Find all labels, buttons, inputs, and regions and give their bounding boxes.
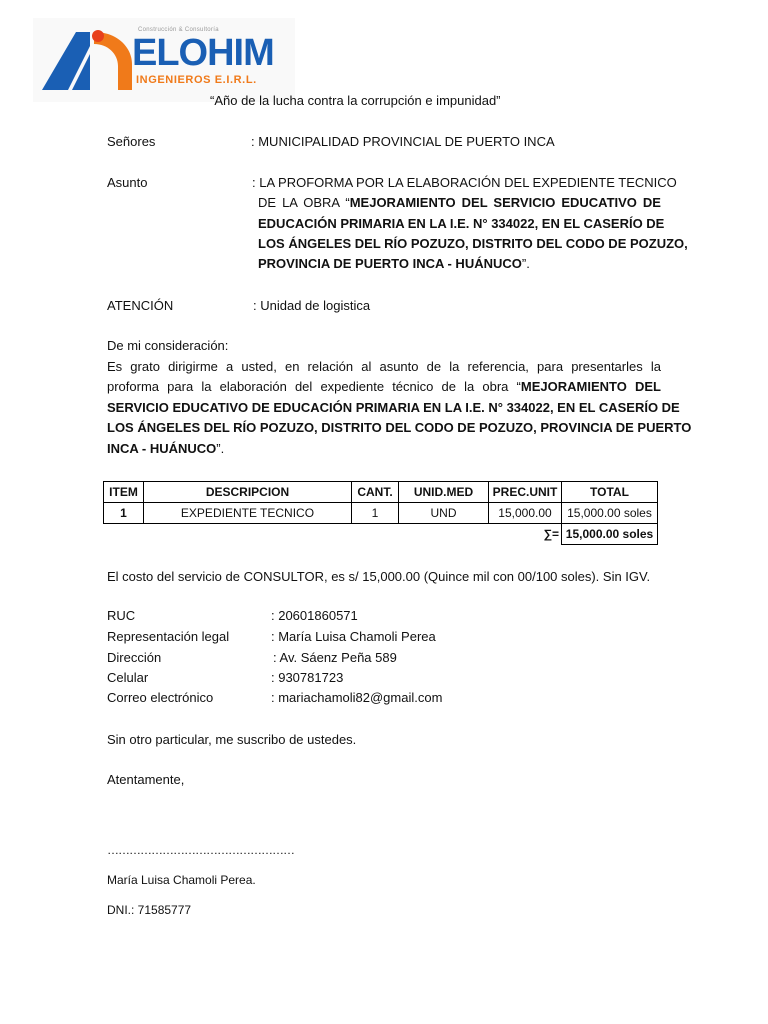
company-logo-icon bbox=[38, 24, 138, 96]
proforma-table bbox=[103, 481, 658, 545]
closing-line: Sin otro particular, me suscribo de ustedes. bbox=[107, 732, 357, 747]
rep-value: : María Luisa Chamoli Perea bbox=[271, 629, 436, 644]
sum-value: 15,000.00 soles bbox=[562, 524, 658, 545]
mail-label: Correo electrónico bbox=[107, 690, 214, 705]
body-line-1: Es grato dirigirme a usted, en relación al asunto de la referencia, para presentarles la bbox=[107, 359, 661, 374]
asunto-line-4: LOS ÁNGELES DEL RÍO POZUZO, DISTRITO DEL CODO DE POZUZO, bbox=[258, 236, 688, 251]
cell-prec-unit: 15,000.00 bbox=[489, 503, 562, 524]
regards: Atentamente, bbox=[107, 772, 185, 787]
cel-value: : 930781723 bbox=[271, 670, 344, 685]
header-descripcion: DESCRIPCION bbox=[144, 482, 352, 503]
header-item: ITEM bbox=[104, 482, 144, 503]
rep-label: Representación legal bbox=[107, 629, 230, 644]
body-line-3: SERVICIO EDUCATIVO DE EDUCACIÓN PRIMARIA EN LA I.E. N° 334022, EN EL CASERÍO DE bbox=[107, 400, 680, 415]
body-line-2: proforma para la elaboración del expediente técnico de la obra “MEJORAMIENTO DEL bbox=[107, 379, 661, 394]
signature-line: …………………………………………… bbox=[107, 843, 294, 857]
header-unid-med: UNID.MED bbox=[399, 482, 489, 503]
table-sum-row bbox=[104, 524, 658, 545]
asunto-line-5: PROVINCIA DE PUERTO INCA - HUÁNUCO”. bbox=[258, 256, 530, 271]
body-line-5: INCA - HUÁNUCO”. bbox=[107, 441, 225, 456]
asunto-line-2: DE LA OBRA “MEJORAMIENTO DEL SERVICIO EDUCATIVO DE bbox=[258, 195, 661, 210]
asunto-line-3: EDUCACIÓN PRIMARIA EN LA I.E. N° 334022, EN EL CASERÍO DE bbox=[258, 216, 665, 231]
signer-name: María Luisa Chamoli Perea. bbox=[107, 873, 256, 887]
dir-value: : Av. Sáenz Peña 589 bbox=[273, 650, 397, 665]
logo-tagline: Construcción & Consultoría bbox=[138, 27, 219, 33]
header-total: TOTAL bbox=[562, 482, 658, 503]
senores-value: : MUNICIPALIDAD PROVINCIAL DE PUERTO INCA bbox=[251, 134, 555, 149]
logo-company-name: ELOHIM bbox=[132, 32, 274, 74]
atencion-label: ATENCIÓN bbox=[107, 298, 174, 313]
senores-label: Señores bbox=[107, 134, 156, 149]
logo-company-subtitle: INGENIEROS E.I.R.L. bbox=[136, 74, 257, 86]
cell-item: 1 bbox=[104, 503, 144, 524]
header-prec-unit: PREC.UNIT bbox=[489, 482, 562, 503]
header-cant: CANT. bbox=[352, 482, 399, 503]
dir-label: Dirección bbox=[107, 650, 162, 665]
asunto-line-1: : LA PROFORMA POR LA ELABORACIÓN DEL EXPEDIENTE TECNICO bbox=[252, 175, 677, 190]
asunto-label: Asunto bbox=[107, 175, 148, 190]
cost-text: El costo del servicio de CONSULTOR, es s/ 15,000.00 (Quince mil con 00/100 soles). Sin IGV. bbox=[107, 569, 651, 584]
cell-unid-med: UND bbox=[399, 503, 489, 524]
mail-value: : mariachamoli82@gmail.com bbox=[271, 690, 443, 705]
body-line-4: LOS ÁNGELES DEL RÍO POZUZO, DISTRITO DEL CODO DE POZUZO, PROVINCIA DE PUERTO bbox=[107, 420, 692, 435]
atencion-value: : Unidad de logistica bbox=[253, 298, 371, 313]
table-header-row bbox=[104, 482, 658, 503]
cel-label: Celular bbox=[107, 670, 149, 685]
cell-total: 15,000.00 soles bbox=[562, 503, 658, 524]
cell-cant: 1 bbox=[352, 503, 399, 524]
ruc-label: RUC bbox=[107, 608, 136, 623]
ruc-value: : 20601860571 bbox=[271, 608, 358, 623]
signer-dni: DNI.: 71585777 bbox=[107, 903, 192, 917]
greeting: De mi consideración: bbox=[107, 338, 229, 353]
table-row bbox=[104, 503, 658, 524]
year-motto: “Año de la lucha contra la corrupción e impunidad” bbox=[210, 93, 501, 108]
sum-label: ∑= bbox=[543, 527, 559, 542]
cell-descripcion: EXPEDIENTE TECNICO bbox=[144, 503, 352, 524]
